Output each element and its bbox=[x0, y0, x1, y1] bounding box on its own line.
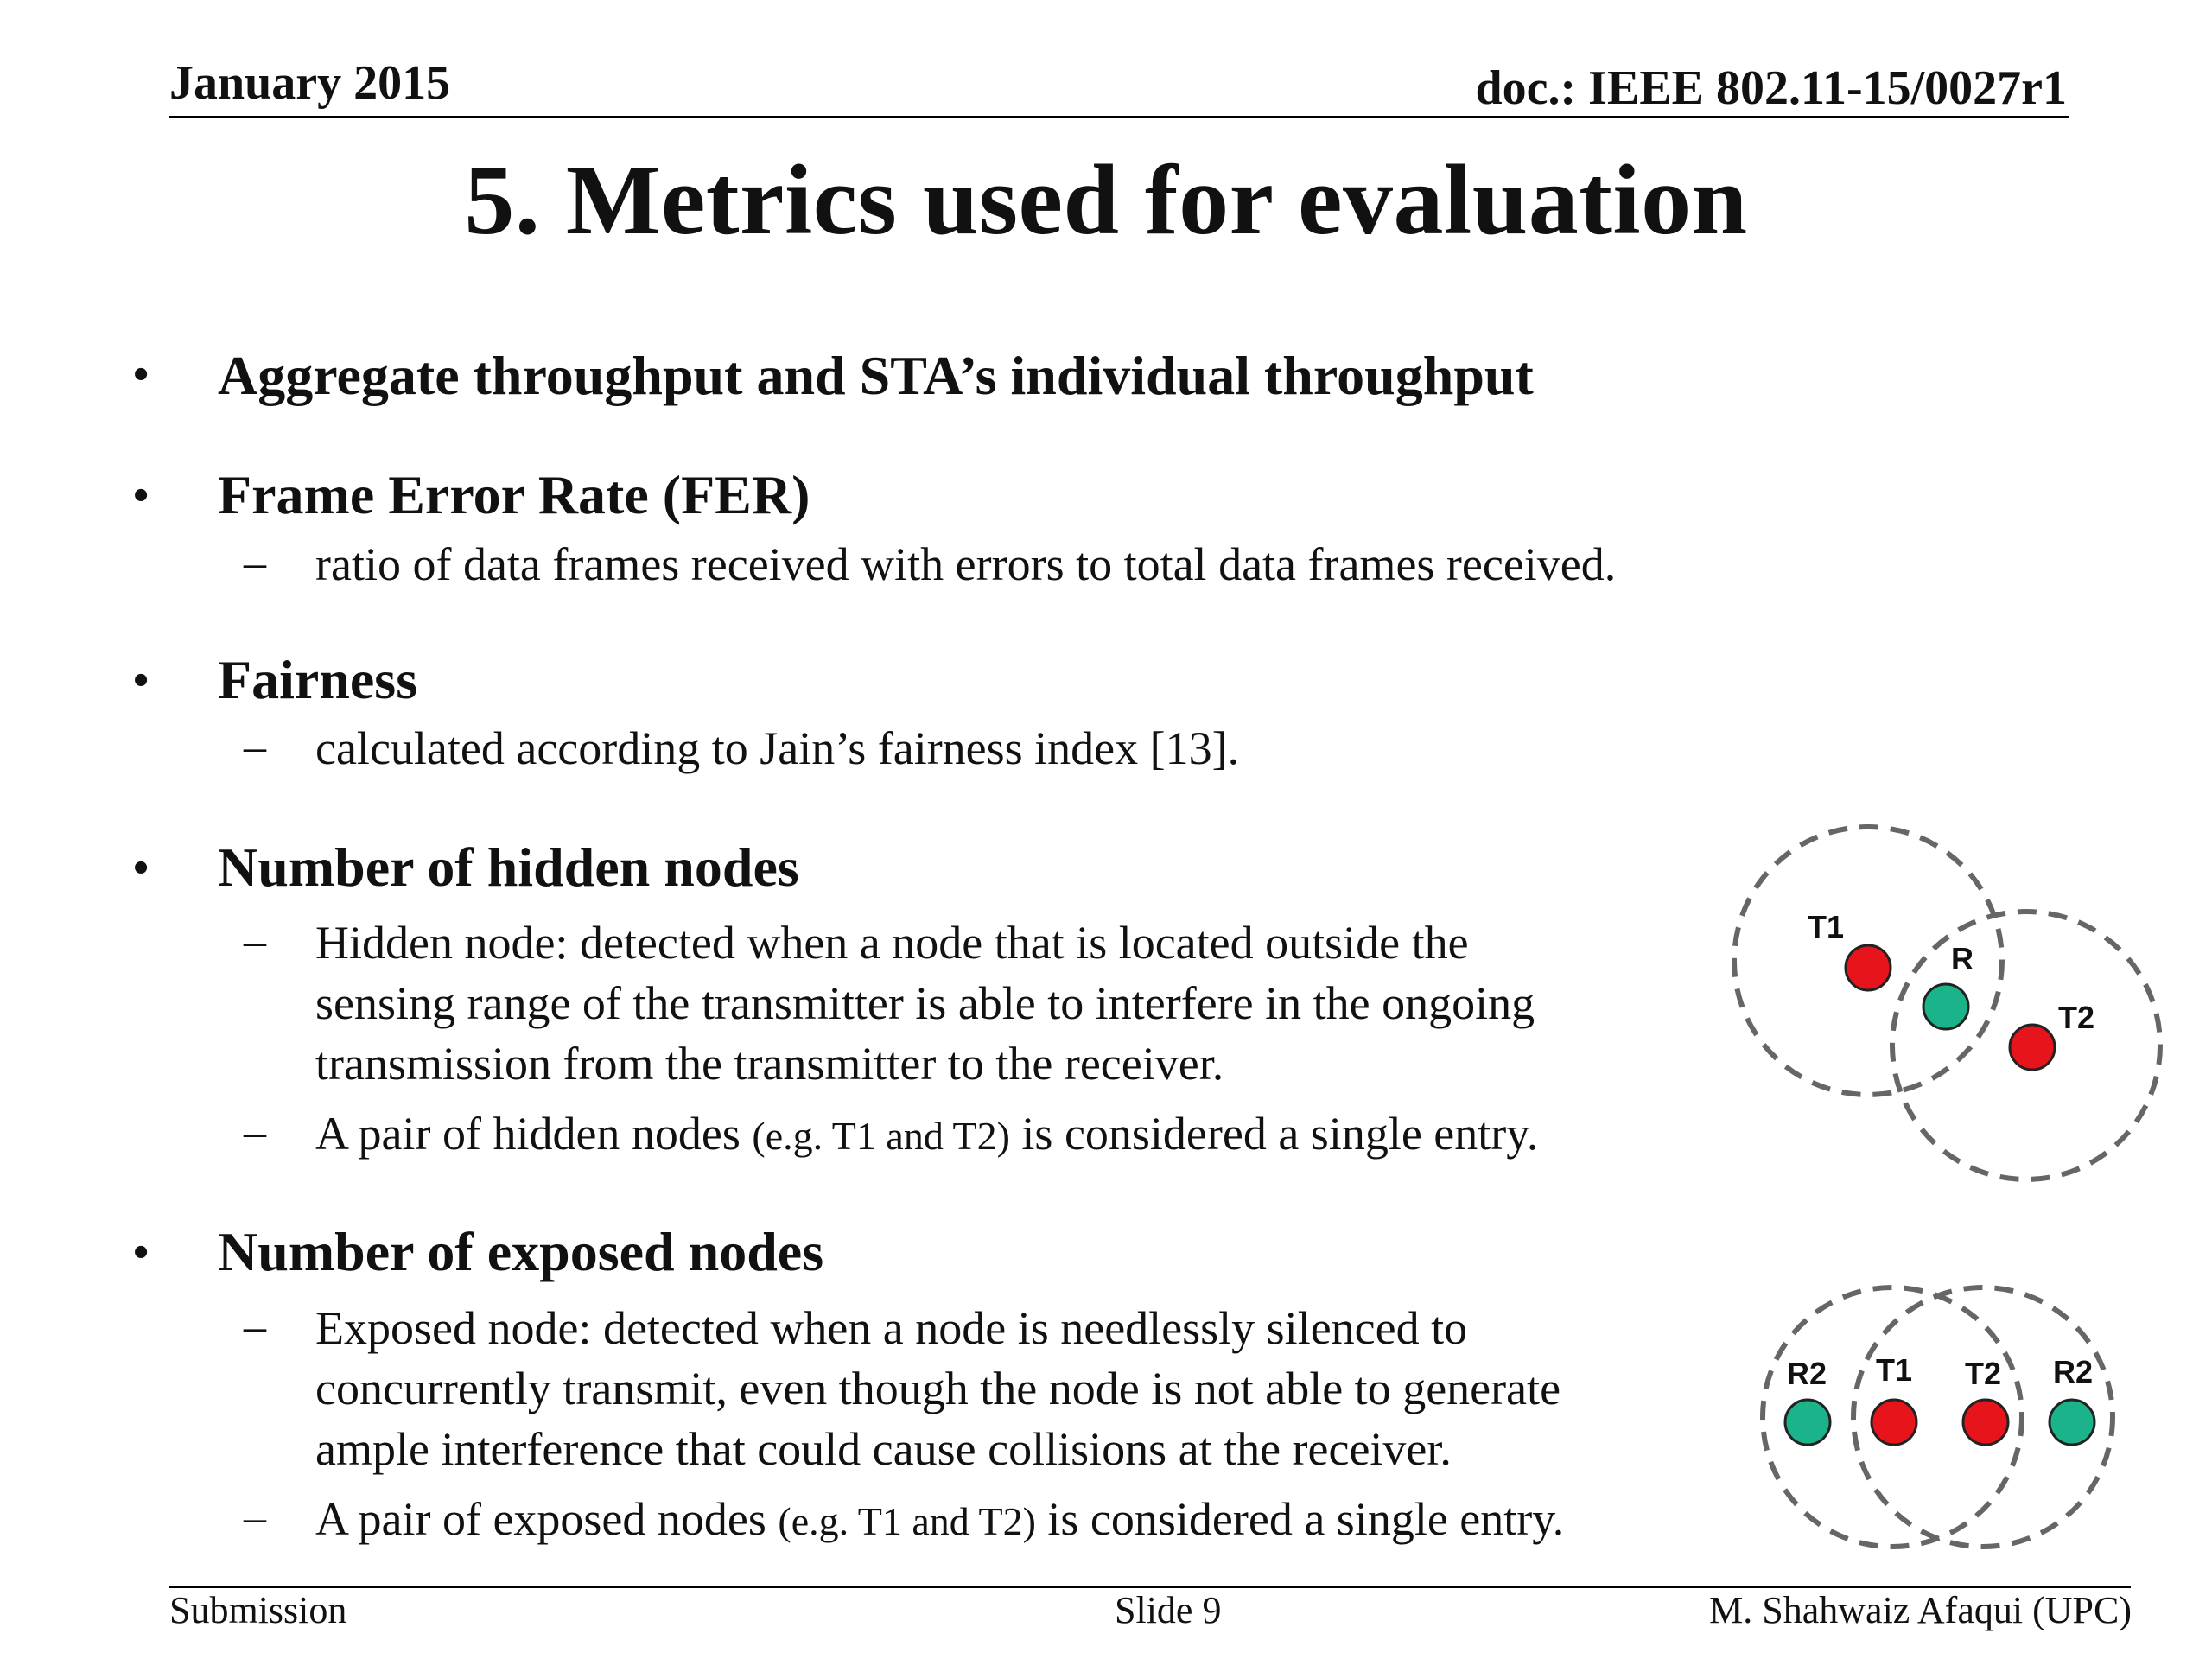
bullet-marker: • bbox=[133, 843, 149, 893]
footer-author: M. Shahwaiz Afaqui (UPC) bbox=[1709, 1589, 2132, 1631]
hidden-node-definition-line: Hidden node: detected when a node that is located outside the bbox=[315, 917, 1469, 969]
hidden-pair-text: A pair of hidden nodes bbox=[315, 1108, 753, 1160]
exposed-pair-text-end: is considered a single entry. bbox=[1035, 1493, 1565, 1545]
bullet-exposed-nodes: Number of exposed nodes bbox=[218, 1221, 824, 1282]
sub-bullet-hidden-pair bbox=[315, 1103, 1538, 1166]
bullet-hidden-nodes: Number of hidden nodes bbox=[218, 836, 799, 898]
sub-bullet-fer-definition: ratio of data frames received with errors to total data frames received. bbox=[315, 538, 1617, 590]
node-t2 bbox=[1963, 1400, 2008, 1445]
sub-bullet-exposed-pair bbox=[315, 1489, 1564, 1552]
hidden-pair-text-end: is considered a single entry. bbox=[1009, 1108, 1539, 1160]
hidden-node-definition-line: transmission from the transmitter to the receiver. bbox=[315, 1038, 1224, 1090]
sub-bullet-exposed-node-definition bbox=[315, 1298, 1560, 1479]
exposed-pair-text: A pair of exposed nodes bbox=[315, 1493, 779, 1545]
footer-slide-number: Slide 9 bbox=[1115, 1589, 1222, 1631]
node-r2-left bbox=[1785, 1400, 1830, 1445]
bullet-fairness: Fairness bbox=[218, 649, 418, 710]
exposed-node-definition-line: Exposed node: detected when a node is needlessly silenced to bbox=[315, 1302, 1468, 1354]
header-doc-id: doc.: IEEE 802.11-15/0027r1 bbox=[1475, 61, 2067, 115]
node-t2 bbox=[2010, 1025, 2055, 1070]
node-t1 bbox=[1872, 1400, 1916, 1445]
sub-bullet-fairness-definition: calculated according to Jain’s fairness index [13]. bbox=[315, 722, 1240, 774]
node-t1 bbox=[1846, 945, 1891, 990]
exposed-node-definition-line: ample interference that could cause collisions at the receiver. bbox=[315, 1423, 1452, 1475]
sub-bullet-marker: – bbox=[244, 1493, 266, 1542]
hidden-node-definition-line: sensing range of the transmitter is able to interfere in the ongoing bbox=[315, 977, 1535, 1029]
label-t1: T1 bbox=[1808, 909, 1845, 944]
sub-bullet-marker: – bbox=[244, 1302, 266, 1351]
exposed-node-definition-line: concurrently transmit, even though the node is not able to generate bbox=[315, 1363, 1561, 1414]
bullet-marker: • bbox=[133, 656, 149, 705]
label-r: R bbox=[1951, 941, 1974, 976]
node-r bbox=[1923, 984, 1968, 1029]
slide-title: 5. Metrics used for evaluation bbox=[464, 145, 1748, 256]
label-r2-left: R2 bbox=[1787, 1356, 1827, 1391]
footer-submission: Submission bbox=[169, 1589, 347, 1631]
sub-bullet-marker: – bbox=[244, 1108, 266, 1157]
sub-bullet-marker: – bbox=[244, 538, 266, 588]
hidden-node-diagram bbox=[1719, 821, 2177, 1184]
sub-bullet-hidden-node-definition bbox=[315, 912, 1535, 1094]
bullet-fer: Frame Error Rate (FER) bbox=[218, 464, 810, 525]
header-divider bbox=[169, 116, 2069, 118]
bullet-marker: • bbox=[133, 471, 149, 520]
exposed-pair-example: (e.g. T1 and T2) bbox=[778, 1499, 1036, 1543]
exposed-node-diagram bbox=[1737, 1277, 2134, 1562]
header-date: January 2015 bbox=[169, 56, 451, 110]
bullet-marker: • bbox=[133, 350, 149, 399]
hidden-pair-example: (e.g. T1 and T2) bbox=[752, 1114, 1010, 1158]
label-t2: T2 bbox=[2058, 1000, 2095, 1035]
node-r2-right bbox=[2050, 1400, 2094, 1445]
label-t2: T2 bbox=[1965, 1356, 2002, 1391]
label-t1: T1 bbox=[1876, 1352, 1913, 1388]
bullet-aggregate-throughput: Aggregate throughput and STA’s individual throughput bbox=[218, 345, 1534, 406]
sub-bullet-marker: – bbox=[244, 917, 266, 966]
sub-bullet-marker: – bbox=[244, 722, 266, 772]
label-r2-right: R2 bbox=[2053, 1354, 2094, 1389]
bullet-marker: • bbox=[133, 1228, 149, 1277]
